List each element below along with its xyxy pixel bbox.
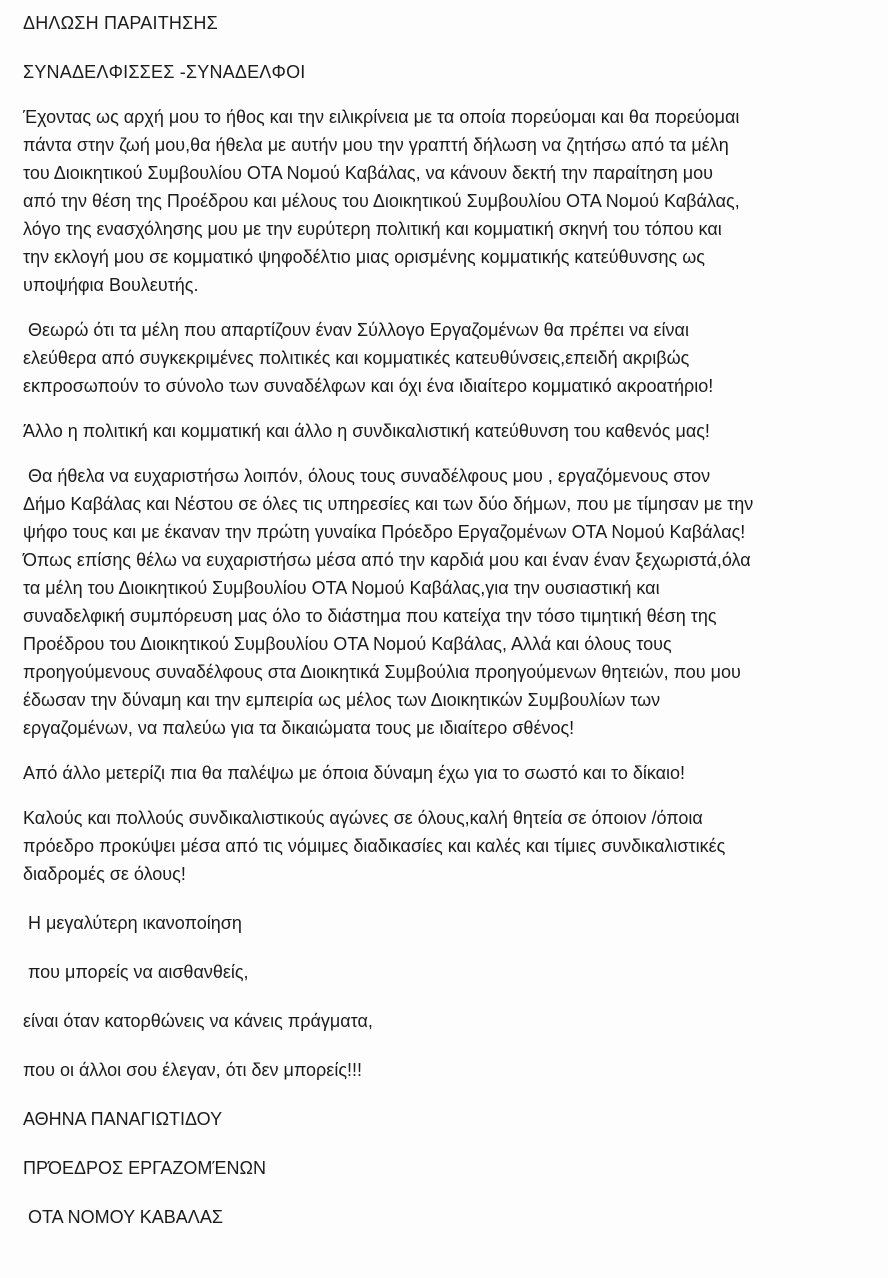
signer-organization: ΟΤΑ ΝΟΜΟΥ ΚΑΒΑΛΑΣ xyxy=(23,1207,223,1227)
text-line: Από άλλο μετερίζι πια θα παλέψω με όποια δύναμη έχω για το σωστό και το δίκαιο! xyxy=(23,763,686,783)
paragraph-2 xyxy=(23,316,874,400)
text-line: Θεωρώ ότι τα μέλη που απαρτίζουν έναν Σύλλογο Εργαζομένων θα πρέπει να είναι xyxy=(23,320,689,340)
text-line: Όπως επίσης θέλω να ευχαριστήσω μέσα από την καρδιά μου και έναν έναν ξεχωριστά,όλα xyxy=(23,550,751,570)
text-line: τα μέλη του Διοικητικού Συμβουλίου ΟΤΑ Νομού Καβάλας,για την ουσιαστική και xyxy=(23,578,660,598)
text-line: Θα ήθελα να ευχαριστήσω λοιπόν, όλους τους συναδέλφους μου , εργαζόμενους στον xyxy=(23,466,711,486)
text-line: εκπροσωπούν το σύνολο των συναδέλφων και όχι ένα ιδιαίτερο κομματικό ακροατήριο! xyxy=(23,376,714,396)
paragraph-4 xyxy=(23,462,874,742)
paragraph-5 xyxy=(23,759,874,787)
text-line: εργαζομένων, να παλεύω για τα δικαιώματα τους με ιδιαίτερο σθένος! xyxy=(23,718,575,738)
signer-name: ΑΘΗΝΑ ΠΑΝΑΓΙΩΤΙΔΟΥ xyxy=(23,1109,223,1129)
text-line: Δήμο Καβάλας και Νέστου σε όλες τις υπηρεσίες και των δύο δήμων, που με τίμησαν με την xyxy=(23,494,754,514)
paragraph-6 xyxy=(23,804,874,888)
paragraph-1 xyxy=(23,103,874,299)
letter-title: ΔΗΛΩΣΗ ΠΑΡΑΙΤΗΣΗΣ xyxy=(23,13,218,33)
closing-quote xyxy=(23,909,874,1084)
text-line: Προέδρου του Διοικητικού Συμβουλίου ΟΤΑ Νομού Καβάλας, Αλλά και όλους τους xyxy=(23,634,672,654)
signer-role: ΠΡΌΕΔΡΟΣ ΕΡΓΑΖΟΜΈΝΩΝ xyxy=(23,1158,266,1178)
letter-greeting: ΣΥΝΑΔΕΛΦΙΣΣΕΣ -ΣΥΝΑΔΕΛΦΟΙ xyxy=(23,62,306,82)
text-line: πρόεδρο προκύψει μέσα από τις νόμιμες διαδικασίες και καλές και τίμιες συνδικαλιστικές xyxy=(23,836,726,856)
text-line: προηγούμενους συναδέλφους στα Διοικητικά Συμβούλια προηγούμενων θητειών, που μου xyxy=(23,662,741,682)
quote-line: που οι άλλοι σου έλεγαν, ότι δεν μπορείς!!! xyxy=(23,1060,362,1080)
text-line: την εκλογή μου σε κομματικό ψηφοδέλτιο μιας ορισμένης κομματικής κατεύθυνσης ως xyxy=(23,247,705,267)
text-line: Έχοντας ως αρχή μου το ήθος και την ειλικρίνεια με τα οποία πορεύομαι και θα πορεύομαι xyxy=(23,107,740,127)
text-line: Άλλο η πολιτική και κομματική και άλλο η συνδικαλιστική κατεύθυνση του καθενός μας! xyxy=(23,421,710,441)
quote-line: είναι όταν κατορθώνεις να κάνεις πράγματα, xyxy=(23,1011,373,1031)
quote-line: που μπορείς να αισθανθείς, xyxy=(23,962,249,982)
quote-line: Η μεγαλύτερη ικανοποίηση xyxy=(23,913,242,933)
signature-block xyxy=(23,1105,874,1231)
text-line: ψήφο τους και με έκαναν την πρώτη γυναίκα Πρόεδρο Εργαζομένων ΟΤΑ Νομού Καβάλας! xyxy=(23,522,746,542)
text-line: Καλούς και πολλούς συνδικαλιστικούς αγώνες σε όλους,καλή θητεία σε όποιον /όποια xyxy=(23,808,703,828)
text-line: διαδρομές σε όλους! xyxy=(23,864,186,884)
text-line: πάντα στην ζωή μου,θα ήθελα με αυτήν μου την γραπτή δήλωση να ζητήσω από τα μέλη xyxy=(23,135,729,155)
text-line: ελεύθερα από συγκεκριμένες πολιτικές και κομματικές κατευθύνσεις,επειδή ακριβώς xyxy=(23,348,690,368)
paragraph-3 xyxy=(23,417,874,445)
text-line: συναδελφική συμπόρευση μας όλο το διάστημα που κατείχα την τόσο τιμητική θέση της xyxy=(23,606,717,626)
text-line: έδωσαν την δύναμη και την εμπειρία ως μέλος των Διοικητικών Συμβουλίων των xyxy=(23,690,661,710)
text-line: του Διοικητικού Συμβουλίου ΟΤΑ Νομού Καβάλας, να κάνουν δεκτή την παραίτηση μου xyxy=(23,163,714,183)
text-line: υποψήφια Βουλευτής. xyxy=(23,275,199,295)
text-line: από την θέση της Προέδρου και μέλους του Διοικητικού Συμβουλίου ΟΤΑ Νομού Καβάλας, xyxy=(23,191,740,211)
text-line: λόγο της ενασχόλησης μου με την ευρύτερη πολιτική και κομματική σκηνή του τόπου και xyxy=(23,219,722,239)
